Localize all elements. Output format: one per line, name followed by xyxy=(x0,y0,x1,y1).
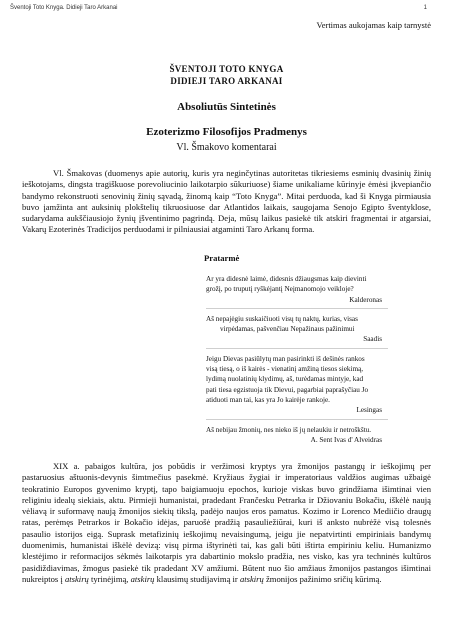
epigraph-quote xyxy=(206,354,388,416)
epigraph-quote xyxy=(206,314,388,345)
epigraph-block xyxy=(206,274,388,445)
book-title: ŠVENTOJI TOTO KNYGA xyxy=(169,64,284,74)
divider xyxy=(206,308,388,309)
quote-author: Saadis xyxy=(363,335,382,344)
paragraph-text: žmonijos pažinimo sričių kūrimą. xyxy=(263,573,382,584)
preface-heading: Pratarmė xyxy=(204,253,240,263)
emphasis: atskirų xyxy=(64,573,89,584)
emphasis: atskirų xyxy=(130,573,155,584)
paragraph-text: XIX a. pabaigos kultūra, jos pobūdis ir veržimosi kryptys yra žmonijos pastangų ir ieškojimų per pastaruosius aštuonis-devynis šimtmečius pasekmė. Kryžiaus žygiai ir imperatoriaus valdžios augimas užbaigė teokratinio Europos gyvenimo kryptį, tapo baigiamuoju epochos, kurioje viskas buvo grindžiama išimtinai vien religiniu idealų siekiais, aktu. Pirmieji humanistai, pradedant Frančesku Petrarka ir Džiovaniu Bokačiu, iškėlė naują vėliavą ir suformavę naują žmonijos siekių tikslą, padėjo naujos eros pamatus. Kozimo ir Lorenco Mediičio draugų ratas, perėmęs Petrarkos ir Bokačio idėjas, paruošė pradžią pasauliežiūrai, kuri iš ankstо nubrėžė visą tolesnės pasaulio istorijos eigą. Suprask metafizinių ieškojimų nevaisingumą, jeigu jie nepatvirtinti empiriniais bandymų duomenimis, humanistai iškėlė devizą: visų pirma ištyrinėti tai, kas gali būti ištirta empiriniu keliu. Humanizmo klestėjimo ir reformacijos sėkmės laikotarpis yra dabartinio mokslo pradžia, nes visko, kas yra techninės kultūros pasidiždiavimas, žmogus pasiekė tik pradedant XV amžiumi. Būtent nuo šio amžiaus žmonijos pastangos išimtinai nukreiptos į xyxy=(22,461,431,584)
book-subtitle: DIDIEJI TARO ARKANAI xyxy=(170,76,283,86)
intro-paragraph: Vl. Šmakovas (duomenys apie autorių, kuris yra neginčytinas autoritetas tikriesiems esminių dvasinių žinių ieškotojams, dingsta tragiškuose porevoliucinio laikotarpio sūkuriuose) šiame unikaliame kūrinyje ėmėsi įkvepiančio bandymo rekonstruoti senovinių žinių sąvadą, žinomą kaip “Toto Knyga”. Mitai perduoda, kad ši Knyga pirmiausia buvo įamžinta ant auksinių plokštelių tikruosiuose dar Atlantidos laikais, saugojama Senojo Egipto šventyklose, sudarydama aukščiausiojo žynių įšventinimo pagrindą. Deja, mūsų laikus pasiekė tik atskiri fragmentai ir atgarsiai, Vakarų Ezoterinės Tradicijos perduodami ir pilniausiai atgaminti Taro Arkanų forma. xyxy=(22,168,431,235)
quote-line: Aš nebijau žmonių, nes nieko iš jų nelaukiu ir netroškštu. xyxy=(206,425,372,434)
quote-line: lydimą nuolatinių klydimų, aš, turėdamas mintyje, kad xyxy=(206,375,364,384)
translator-note: Vertimas aukojamas kaip tarnystė xyxy=(316,20,431,30)
quote-line: Jeigu Dievas pasiūlytų man pasirinkti iš dešinės rankos xyxy=(206,354,365,363)
quote-author: Kalderonas xyxy=(349,295,382,304)
quote-author: A. Sent Ivas d' Alveidras xyxy=(310,435,382,444)
paragraph-text: tyrinėjimą, xyxy=(88,573,131,584)
paragraph-text: klausimų studijavimą ir xyxy=(154,573,240,584)
heading-principles: Ezoterizmo Filosofijos Pradmenys xyxy=(146,126,307,138)
running-header-title: Šventoji Toto Knyga. Didieji Taro Arkanai xyxy=(10,5,118,11)
quote-line: pati tiesa egzistuoja tik Dievui, pagarbiai paprašyčiau Jo xyxy=(206,385,369,394)
section-paragraph xyxy=(22,461,431,585)
quote-author: Lesingas xyxy=(356,406,382,415)
quote-line: Ar yra didesnė laimė, didesnis džiaugsmas kaip dievinti xyxy=(206,275,367,283)
divider xyxy=(206,348,388,349)
emphasis: atskirų xyxy=(239,573,264,584)
page-number: 1 xyxy=(423,5,427,11)
epigraph-quote xyxy=(206,274,388,305)
quote-line: Aš nepajėgiu suskaičiuoti visų tų naktų, kurias, visas xyxy=(206,314,358,323)
heading-commentary: Vl. Šmakovo komentarai xyxy=(176,142,277,153)
divider xyxy=(206,419,388,420)
quote-line: grožį, po truputį ryškėjantį Neįmanomojo veikloje? xyxy=(206,285,354,294)
quote-line: visą tiesą, o iš kairės - vienatinį amžiną tiesos siekimą, xyxy=(206,365,364,374)
quote-line: virpėdamas, pašvenčiau Nepažinaus pažinimui xyxy=(220,325,355,334)
epigraph-quote xyxy=(206,425,388,446)
quote-line: atiduoti man tai, kas yra Jo kairėje rankoje. xyxy=(206,395,330,404)
heading-absolute: Absoliutūs Sintetinės xyxy=(177,101,276,113)
